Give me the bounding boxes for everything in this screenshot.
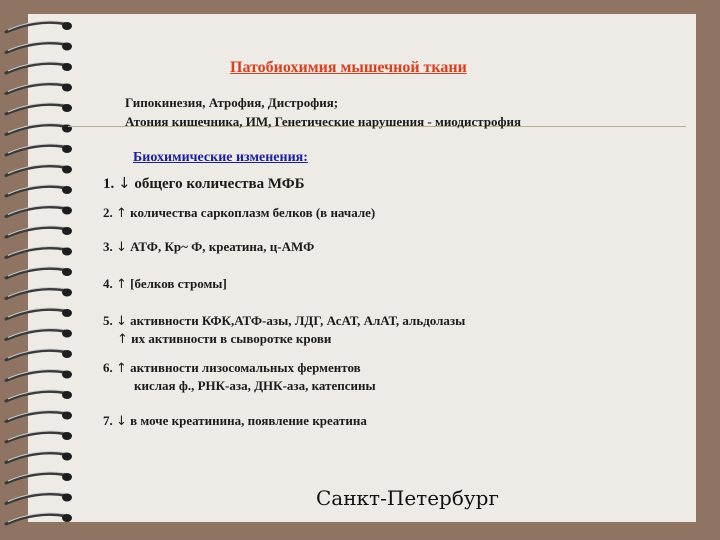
- item-text: общего количества МФБ: [134, 176, 305, 192]
- item-text: их активности в сыворотке крови: [131, 331, 332, 346]
- arrow-down-icon: ↓: [116, 314, 127, 329]
- section-subtitle: Биохимические изменения:: [133, 150, 308, 165]
- list-item-4: [103, 276, 227, 292]
- list-item-5: [103, 313, 465, 329]
- spiral-ring: [6, 349, 72, 360]
- arrow-up-icon: ↑: [116, 277, 127, 292]
- item-number: 6.: [103, 360, 113, 375]
- arrow-up-icon: ↑: [117, 332, 128, 347]
- list-item-6: [103, 360, 361, 376]
- page-title: Патобиохимия мышечной ткани: [230, 59, 467, 76]
- arrow-up-icon: ↑: [116, 361, 127, 376]
- spiral-ring: [6, 390, 72, 401]
- spiral-ring: [6, 123, 72, 134]
- paper-page: [28, 14, 696, 522]
- spiral-ring: [6, 41, 72, 52]
- item-text: в моче креатинина, появление креатина: [130, 413, 367, 428]
- item-text: [белков стромы]: [130, 276, 227, 291]
- spiral-ring: [6, 103, 72, 114]
- list-item-1: [103, 174, 305, 193]
- spiral-ring: [6, 513, 72, 524]
- spiral-ring: [6, 62, 72, 73]
- item-text: активности лизосомальных ферментов: [130, 360, 361, 375]
- item-number: 2.: [103, 205, 113, 220]
- item-number: 1.: [103, 176, 115, 192]
- item-text: кислая ф., РНК-аза, ДНК-аза, катепсины: [134, 378, 376, 393]
- spiral-ring: [6, 144, 72, 155]
- arrow-down-icon: ↓: [116, 240, 127, 255]
- spiral-ring: [6, 246, 72, 257]
- item-number: 3.: [103, 239, 113, 254]
- spiral-ring: [6, 226, 72, 237]
- spiral-ring: [6, 369, 72, 380]
- spiral-ring: [6, 164, 72, 175]
- item-text: АТФ, Кр~ Ф, креатина, ц-АМФ: [130, 239, 315, 254]
- list-item-2: [103, 205, 375, 221]
- spiral-ring: [6, 472, 72, 483]
- spiral-ring: [6, 267, 72, 278]
- list-item-3: [103, 239, 314, 255]
- spiral-ring: [6, 205, 72, 216]
- footer-city: Санкт-Петербург: [316, 486, 499, 510]
- arrow-down-icon: ↓: [116, 414, 127, 429]
- list-item-5-sub: [117, 331, 331, 347]
- spiral-ring: [6, 21, 72, 32]
- spiral-ring: [6, 185, 72, 196]
- spiral-ring: [6, 492, 72, 503]
- list-item-6-sub: [134, 378, 376, 394]
- arrow-up-icon: ↑: [116, 206, 127, 221]
- spiral-ring: [6, 431, 72, 442]
- item-number: 5.: [103, 313, 113, 328]
- list-item-7: [103, 413, 367, 429]
- intro-line-1: Гипокинезия, Атрофия, Дистрофия;: [125, 95, 339, 110]
- spiral-ring: [6, 287, 72, 298]
- spiral-ring: [6, 410, 72, 421]
- spiral-ring: [6, 451, 72, 462]
- spiral-ring: [6, 308, 72, 319]
- item-text: количества саркоплазм белков (в начале): [130, 205, 376, 220]
- spiral-binding: [0, 0, 80, 540]
- arrow-down-icon: ↓: [118, 174, 131, 192]
- spiral-ring: [6, 82, 72, 93]
- spiral-ring: [6, 328, 72, 339]
- item-number: 4.: [103, 276, 113, 291]
- intro-line-2: Атония кишечника, ИМ, Генетические нарушения - миодистрофия: [125, 114, 522, 129]
- item-number: 7.: [103, 413, 113, 428]
- item-text: активности КФК,АТФ-азы, ЛДГ, АсАТ, АлАТ, альдолазы: [130, 313, 466, 328]
